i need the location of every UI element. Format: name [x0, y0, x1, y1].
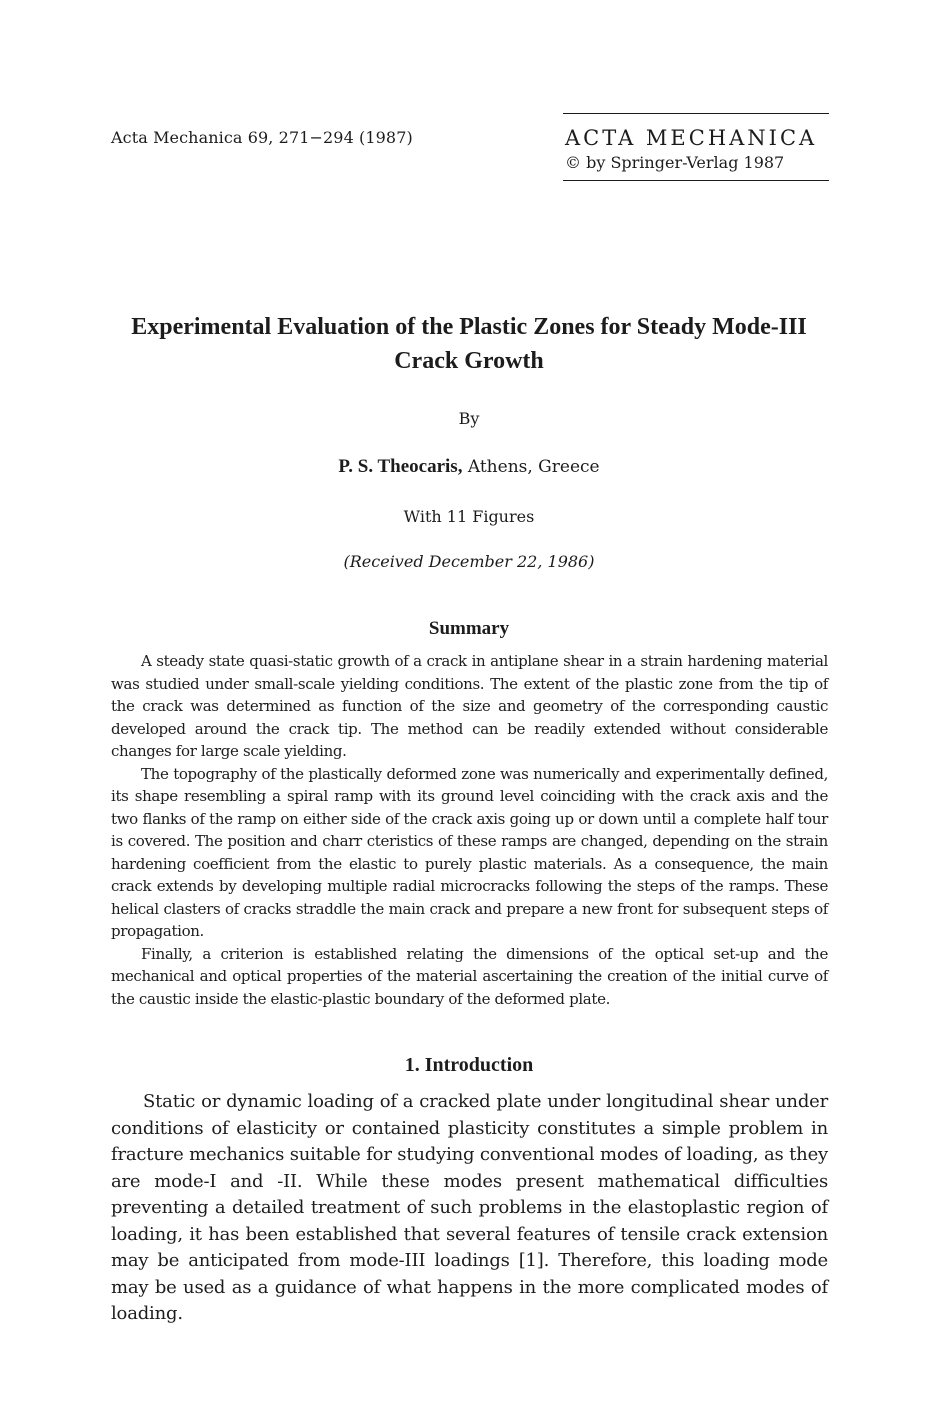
section-heading-introduction: 1. Introduction [404, 1054, 534, 1076]
author-line [0, 456, 938, 478]
author-location: Athens, Greece [462, 457, 600, 477]
summary-paragraph: Finally, a criterion is established relating the dimensions of the optical set-up and the mechanical and optical properties of the material ascertaining the creation of the initial curve of the caustic inside the elastic-plastic boundary of the deformed plate. [111, 944, 828, 1008]
introduction-paragraph: Static or dynamic loading of a cracked plate under longitudinal shear under conditions of elasticity or contained plasticity constitutes a simple problem in fracture mechanics suitable for studying conventional modes of loading, as they are mode-I and -II. While these modes present mathematical difficulties preventing a detailed treatment of such problems in the elastoplastic region of loading, it has been established that several features of tensile crack extension may be anticipated from mode-III loadings [1]. Therefore, this loading mode may be used as a guidance of what happens in the more complicated modes of loading. [111, 1091, 828, 1324]
summary-paragraph: The topography of the plastically deformed zone was numerically and experimentally defined, its shape resembling a spiral ramp with its ground level coinciding with the crack axis and the two flanks of the ramp on either side of the crack axis going up or down until a complete half tour is covered. The position and charr cteristics of these ramps are changed, depending on the strain hardening coefficient from the elastic to purely plastic materials. As a consequence, the main crack extends by developing multiple radial microcracks following the steps of the ramps. These helical clasters of cracks straddle the main crack and prepare a new front for subsequent steps of propagation. [111, 764, 828, 940]
author-name: P. S. Theocaris, [338, 456, 463, 477]
summary-body [111, 650, 828, 1010]
copyright-notice: © by Springer-Verlag 1987 [565, 153, 785, 172]
introduction-body [111, 1089, 828, 1328]
journal-citation: Acta Mechanica 69, 271−294 (1987) [111, 128, 413, 147]
byline-label: By [458, 409, 480, 428]
journal-masthead [563, 113, 829, 181]
article-title: Experimental Evaluation of the Plastic Zones for Steady Mode-III Crack Growth [131, 314, 807, 374]
summary-paragraph: A steady state quasi-static growth of a crack in antiplane shear in a strain hardening material was studied under small-scale yielding conditions. The extent of the plastic zone from the tip of the crack was determined as function of the size and geometry of the corresponding caustic developed around the crack tip. The method can be readily extended without considerable changes for large scale yielding. [111, 652, 828, 760]
summary-heading: Summary [428, 618, 510, 639]
figures-note: With 11 Figures [403, 507, 535, 526]
received-date: (Received December 22, 1986) [343, 552, 595, 571]
journal-name: ACTA MECHANICA [565, 126, 818, 150]
